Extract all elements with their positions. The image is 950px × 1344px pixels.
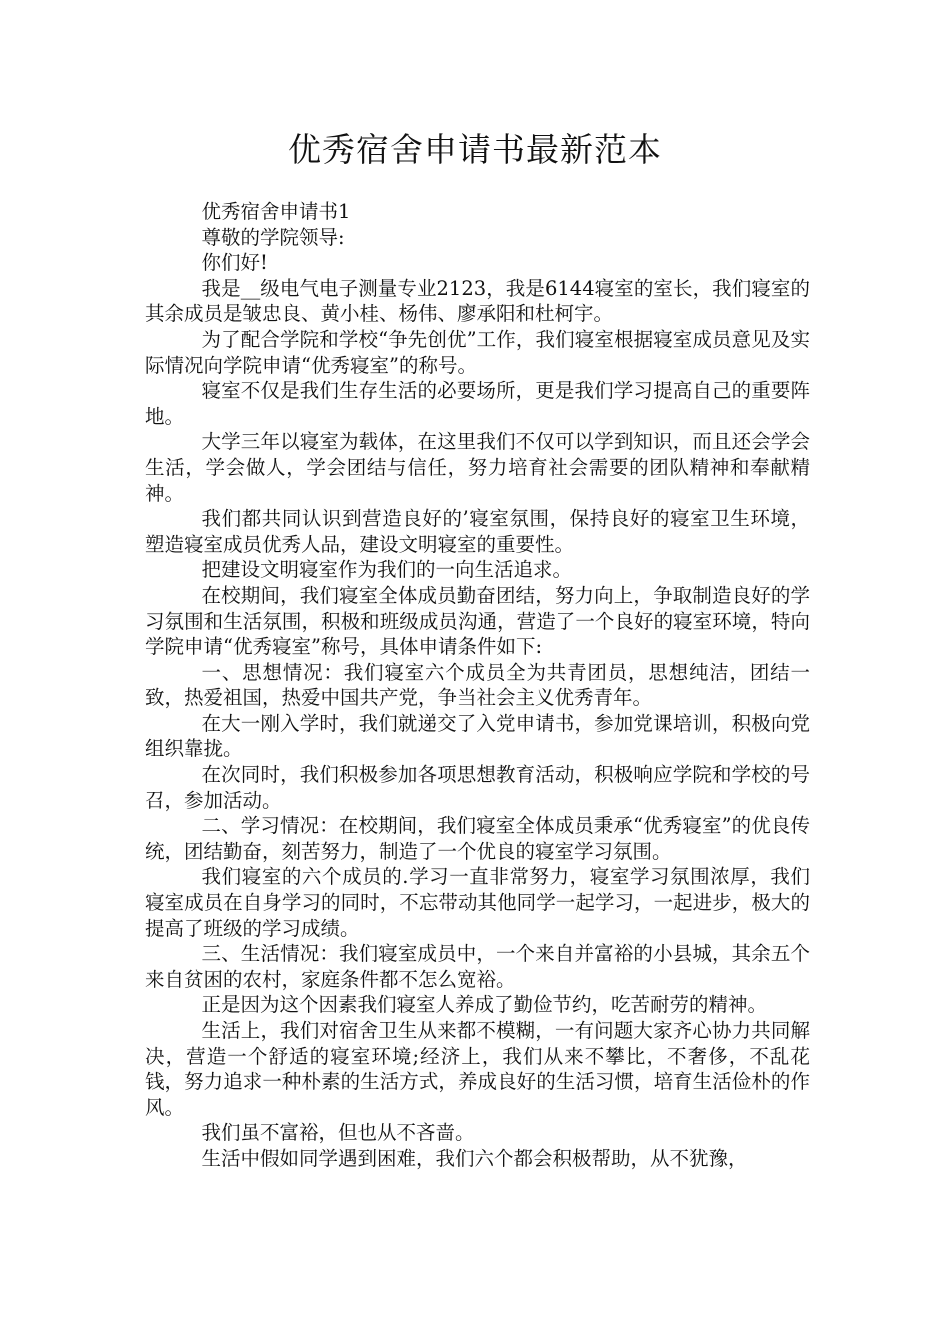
document-body <box>145 199 810 1172</box>
paragraph: 在大一刚入学时，我们就递交了入党申请书，参加党课培训，积极向党组织靠拢。 <box>145 711 810 761</box>
paragraph: 我们都共同认识到营造良好的’寝室氛围，保持良好的寝室卫生环境，塑造寝室成员优秀人品，建设文明寝室的重要性。 <box>145 507 810 556</box>
paragraph: 在校期间，我们寝室全体成员勤奋团结，努力向上，争取制造良好的学习氛围和生活氛围，积极和班级成员沟通，营造了一个良好的寝室环境，特向学院申请“优秀寝室”称号，具体申请条件如下: <box>145 583 810 659</box>
paragraph: 尊敬的学院领导: <box>201 225 345 249</box>
paragraph: 优秀宿舍申请书1 <box>201 200 351 223</box>
paragraph: 生活中假如同学遇到困难，我们六个都会积极帮助，从不犹豫， <box>201 1146 748 1170</box>
paragraph: 寝室不仅是我们生存生活的必要场所，更是我们学习提高自己的重要阵地。 <box>145 379 810 428</box>
paragraph: 二、学习情况：在校期间，我们寝室全体成员秉承“优秀寝室”的优良传统，团结勤奋，刻苦努力，制造了一个优良的寝室学习氛围。 <box>145 814 810 863</box>
paragraph: 我们虽不富裕，但也从不吝啬。 <box>201 1121 475 1145</box>
paragraph: 我们寝室的六个成员的.学习一直非常努力，寝室学习氛围浓厚，我们寝室成员在自身学习的同时，不忘带动其他同学一起学习，一起进步，极大的提高了班级的学习成绩。 <box>145 865 810 940</box>
document-title: 优秀宿舍申请书最新范本 <box>288 130 662 169</box>
paragraph: 生活上，我们对宿舍卫生从来都不模糊，一有问题大家齐心协力共同解决，营造一个舒适的寝室环境;经济上，我们从来不攀比，不奢侈，不乱花钱，努力追求一种朴素的生活方式，养成良好的生活习惯，培育生活俭朴的作风。 <box>145 1019 810 1119</box>
paragraph: 把建设文明寝室作为我们的一向生活追求。 <box>201 558 573 582</box>
paragraph: 在次同时，我们积极参加各项思想教育活动，积极响应学院和学校的号召，参加活动。 <box>145 763 810 812</box>
paragraph: 一、思想情况：我们寝室六个成员全为共青团员，思想纯洁，团结一致，热爱祖国，热爱中国共产党，争当社会主义优秀青年。 <box>145 660 810 710</box>
paragraph: 我是__级电气电子测量专业2123，我是6144寝室的室长，我们寝室的其余成员是皱忠良、黄小桂、杨伟、廖承阳和杜柯宇。 <box>145 276 810 326</box>
paragraph: 大学三年以寝室为载体，在这里我们不仅可以学到知识，而且还会学会生活，学会做人，学会团结与信任，努力培育社会需要的团队精神和奉献精神。 <box>145 430 810 505</box>
paragraph: 你们好! <box>201 251 268 275</box>
paragraph: 为了配合学院和学校“争先创优”工作，我们寝室根据寝室成员意见及实际情况向学院申请“优秀寝室”的称号。 <box>145 327 810 377</box>
paragraph: 三、生活情况：我们寝室成员中，一个来自并富裕的小县城，其余五个来自贫困的农村，家庭条件都不怎么宽裕。 <box>145 942 810 991</box>
paragraph: 正是因为这个因素我们寝室人养成了勤俭节约，吃苦耐劳的精神。 <box>201 993 768 1017</box>
